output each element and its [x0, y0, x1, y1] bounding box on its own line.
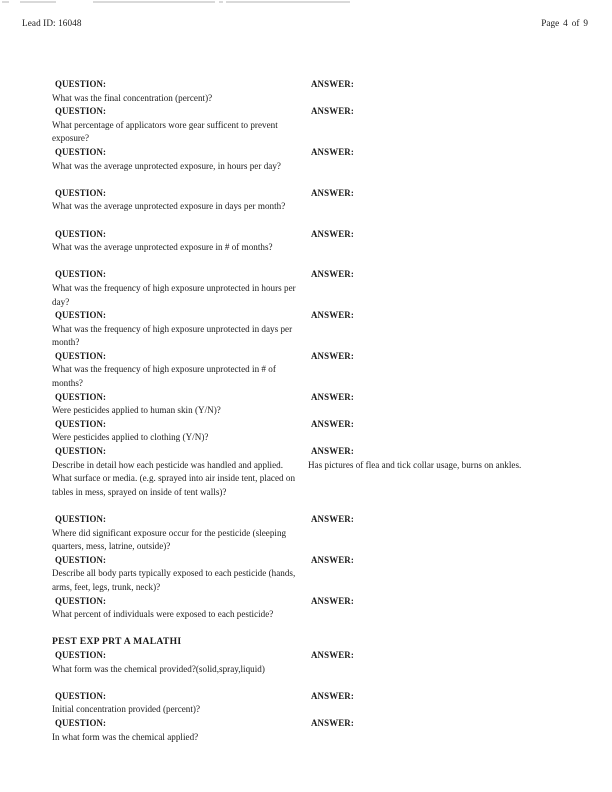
qa-block: [0, 187, 612, 228]
answer-label-cell: [308, 309, 593, 323]
qa-block: [0, 513, 612, 554]
question-label: QUESTION:: [55, 595, 107, 606]
question-label: QUESTION:: [55, 418, 107, 429]
qa-text-row: [0, 663, 612, 690]
qa-block: [0, 445, 612, 513]
answer-label: ANSWER:: [311, 595, 354, 606]
scan-artifact-marks: [0, 0, 612, 6]
qa-block: [0, 554, 612, 595]
question-label-cell: [52, 649, 297, 663]
qa-label-row: [0, 690, 612, 704]
qa-block: [0, 595, 612, 636]
qa-block: [0, 146, 612, 187]
page-header: [0, 18, 612, 34]
qa-text-row: [0, 404, 612, 418]
question-text: What was the frequency of high exposure unprotected in days per month?: [52, 323, 293, 348]
question-label-cell: [52, 146, 297, 160]
answer-label-cell: [308, 554, 593, 568]
question-text: What was the frequency of high exposure unprotected in hours per day?: [52, 282, 296, 307]
answer-label: ANSWER:: [311, 146, 354, 157]
qa-text-row: [0, 160, 612, 187]
question-label: QUESTION:: [55, 187, 107, 198]
question-text: What percent of individuals were exposed to each pesticide?: [52, 609, 274, 620]
qa-text-row: [0, 567, 612, 594]
answer-label: ANSWER:: [311, 228, 354, 239]
qa-block: [0, 418, 612, 445]
question-label: QUESTION:: [55, 350, 107, 361]
qa-text-row: [0, 731, 612, 745]
qa-text-row: [0, 459, 612, 513]
qa-text-row: [0, 282, 612, 309]
question-text: Where did significant exposure occur for the pesticide (sleeping quarters, mess, latrine, outside)?: [52, 527, 287, 552]
question-label-cell: [52, 445, 297, 459]
question-text-cell: [52, 527, 297, 554]
question-text: What was the average unprotected exposure in # of months?: [52, 242, 273, 253]
answer-label-cell: [308, 649, 593, 663]
question-label: QUESTION:: [55, 514, 107, 525]
question-label: QUESTION:: [55, 690, 107, 701]
qa-label-row: [0, 78, 612, 92]
qa-label-row: [0, 445, 612, 459]
qa-label-row: [0, 649, 612, 663]
answer-label-cell: [308, 513, 593, 527]
question-text-cell: [52, 731, 297, 745]
question-text: In what form was the chemical applied?: [52, 731, 199, 742]
question-text-cell: [52, 608, 297, 622]
question-text-cell: [52, 404, 297, 418]
question-label-cell: [52, 228, 297, 242]
answer-label: ANSWER:: [311, 446, 354, 457]
question-label: QUESTION:: [55, 446, 107, 457]
qa-text-row: [0, 431, 612, 445]
answer-text: Has pictures of flea and tick collar usage, burns on ankles.: [308, 459, 522, 470]
question-text: Describe all body parts typically exposed to each pesticide (hands, arms, feet, legs, trunk, neck)?: [52, 568, 296, 592]
answer-label-cell: [308, 595, 593, 609]
question-label: QUESTION:: [55, 554, 107, 565]
answer-label-cell: [308, 690, 593, 704]
page-label: Page: [541, 18, 560, 28]
question-label: QUESTION:: [55, 649, 107, 660]
question-label: QUESTION:: [55, 106, 107, 117]
question-text-cell: [52, 119, 297, 146]
qa-label-row: [0, 187, 612, 201]
question-text: What percentage of applicators wore gear sufficent to prevent exposure?: [52, 119, 278, 144]
qa-label-row: [0, 513, 612, 527]
question-text-cell: [52, 663, 297, 677]
qa-label-row: [0, 350, 612, 364]
qa-label-row: [0, 391, 612, 405]
qa-block: [0, 350, 612, 391]
question-label-cell: [52, 513, 297, 527]
qa-text-row: [0, 241, 612, 268]
qa-label-row: [0, 268, 612, 282]
question-label-cell: [52, 418, 297, 432]
answer-label-cell: [308, 350, 593, 364]
question-text-cell: [52, 363, 297, 390]
question-label-cell: [52, 554, 297, 568]
answer-label: ANSWER:: [311, 187, 354, 198]
question-text-cell: [52, 241, 297, 255]
answer-label: ANSWER:: [311, 391, 354, 402]
question-text: Were pesticides applied to clothing (Y/N)?: [52, 432, 209, 443]
lead-id-text: Lead ID: 16048: [22, 18, 82, 28]
qa-block: [0, 391, 612, 418]
qa-label-row: [0, 717, 612, 731]
question-label-cell: [52, 105, 297, 119]
answer-label: ANSWER:: [311, 649, 354, 660]
question-label-cell: [52, 309, 297, 323]
question-label-cell: [52, 268, 297, 282]
question-text-cell: [52, 92, 297, 106]
qa-label-row: [0, 309, 612, 323]
qa-label-row: [0, 418, 612, 432]
question-text-cell: [52, 459, 297, 500]
scan-artifact-mark: [20, 1, 56, 3]
question-label: QUESTION:: [55, 717, 107, 728]
question-label-cell: [52, 350, 297, 364]
question-label: QUESTION:: [55, 79, 107, 89]
answer-label-cell: [308, 146, 593, 160]
question-text: Describe in detail how each pesticide was handled and applied. What surface or media. (e.g. sprayed into air inside tent, placed on tables in mess, sprayed on inside of tent walls)?: [52, 459, 296, 497]
question-text: What was the average unprotected exposure, in hours per day?: [52, 160, 281, 171]
answer-label: ANSWER:: [311, 79, 354, 89]
answer-label: ANSWER:: [311, 350, 354, 361]
qa-text-row: [0, 527, 612, 554]
question-text-cell: [52, 567, 297, 594]
qa-label-row: [0, 146, 612, 160]
page-number-text: [539, 18, 590, 28]
section-header-cell: [52, 635, 312, 649]
qa-label-row: [0, 554, 612, 568]
qa-text-row: [0, 200, 612, 227]
question-label-cell: [52, 391, 297, 405]
qa-block: [0, 690, 612, 717]
question-label-cell: [52, 690, 297, 704]
question-label-cell: [52, 595, 297, 609]
page-total: 9: [583, 18, 588, 28]
qa-block: [0, 268, 612, 309]
scan-artifact-mark: [93, 1, 215, 3]
answer-label-cell: [308, 268, 593, 282]
qa-text-row: [0, 363, 612, 390]
question-label-cell: [52, 78, 297, 92]
answer-label-cell: [308, 105, 593, 119]
answer-label: ANSWER:: [311, 269, 354, 280]
scan-artifact-mark: [219, 1, 223, 3]
question-label-cell: [52, 187, 297, 201]
question-label: QUESTION:: [55, 269, 107, 280]
answer-label-cell: [308, 391, 593, 405]
scan-artifact-mark: [226, 1, 350, 3]
answer-label-cell: [308, 445, 593, 459]
question-text-cell: [52, 323, 297, 350]
question-label: QUESTION:: [55, 228, 107, 239]
qa-text-row: [0, 323, 612, 350]
question-label: QUESTION:: [55, 146, 107, 157]
qa-text-row: [0, 119, 612, 146]
section-title: PEST EXP PRT A MALATHI: [52, 636, 182, 648]
answer-label: ANSWER:: [311, 106, 354, 117]
qa-block: [0, 228, 612, 269]
qa-block: [0, 717, 612, 744]
page-of-label: of: [571, 18, 580, 28]
qa-content: [0, 78, 612, 744]
answer-label: ANSWER:: [311, 717, 354, 728]
answer-label-cell: [308, 418, 593, 432]
answer-label-cell: [308, 187, 593, 201]
section-header-row: [0, 635, 612, 649]
qa-label-row: [0, 595, 612, 609]
answer-label: ANSWER:: [311, 554, 354, 565]
answer-text-cell[interactable]: [308, 459, 593, 473]
question-text-cell: [52, 431, 297, 445]
qa-text-row: [0, 608, 612, 635]
question-label: QUESTION:: [55, 391, 107, 402]
question-text: What was the final concentration (percent)?: [52, 92, 213, 103]
question-text: What form was the chemical provided?(solid,spray,liquid): [52, 663, 265, 674]
qa-text-row: [0, 92, 612, 106]
question-text: What was the frequency of high exposure unprotected in # of months?: [52, 364, 276, 389]
question-text: Initial concentration provided (percent)?: [52, 704, 201, 715]
qa-block: [0, 649, 612, 690]
question-label-cell: [52, 717, 297, 731]
question-text-cell: [52, 282, 297, 309]
qa-text-row: [0, 703, 612, 717]
page-current: 4: [563, 18, 568, 28]
qa-block: [0, 309, 612, 350]
question-text: What was the average unprotected exposure in days per month?: [52, 201, 286, 212]
answer-label: ANSWER:: [311, 690, 354, 701]
qa-block: [0, 105, 612, 146]
answer-label-cell: [308, 78, 593, 92]
qa-block: [0, 78, 612, 105]
question-text-cell: [52, 160, 297, 174]
scan-artifact-mark: [2, 1, 9, 3]
question-text-cell: [52, 200, 297, 214]
answer-label-cell: [308, 717, 593, 731]
question-text: Were pesticides applied to human skin (Y/N)?: [52, 405, 221, 416]
answer-label: ANSWER:: [311, 418, 354, 429]
qa-label-row: [0, 105, 612, 119]
answer-label-cell: [308, 228, 593, 242]
answer-label: ANSWER:: [311, 514, 354, 525]
question-text-cell: [52, 703, 297, 717]
answer-label: ANSWER:: [311, 310, 354, 321]
qa-label-row: [0, 228, 612, 242]
question-label: QUESTION:: [55, 310, 107, 321]
